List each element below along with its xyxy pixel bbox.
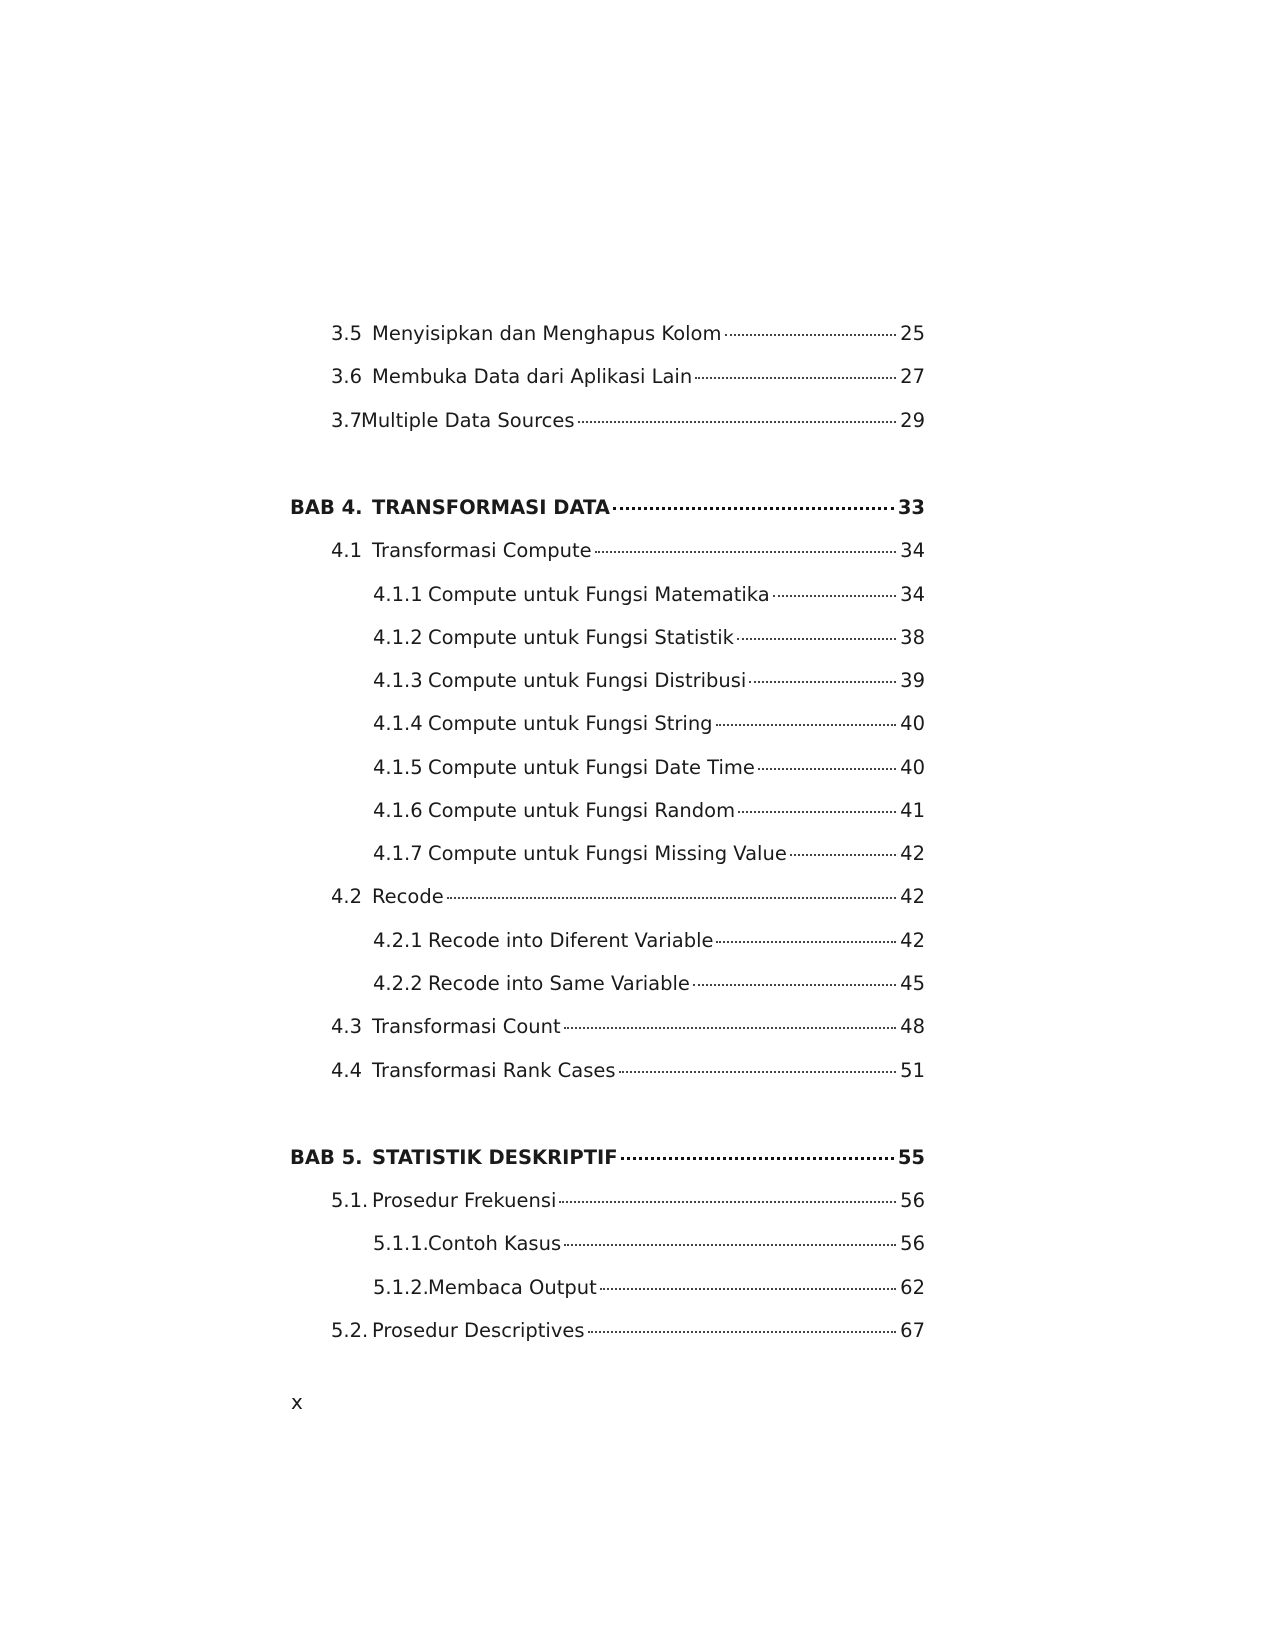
section-title: Compute untuk Fungsi Date Time [428,756,755,779]
toc-entry-4-3 [331,1014,925,1040]
dot-leader [578,421,897,423]
chapter-number: BAB 4. [290,496,363,519]
page-number: 27 [900,365,925,388]
section-title: Membuka Data dari Aplikasi Lain [372,365,693,388]
section-title: Compute untuk Fungsi Distribusi [428,669,747,692]
section-number: 3.7 [331,409,363,432]
dot-leader [595,551,897,553]
page-number: 40 [900,756,925,779]
chapter-title: TRANSFORMASI DATA [372,496,610,519]
page-number: 56 [900,1189,925,1212]
section-number: 3.6 [331,365,363,388]
page-number: 55 [897,1146,925,1169]
dot-leader [725,334,897,336]
page-number: 62 [900,1276,925,1299]
section-title: Multiple Data Sources [361,409,575,432]
section-title: Recode [372,885,444,908]
page-number: 25 [900,322,925,345]
section-number: 4.1.6 [373,799,423,822]
section-title: Transformasi Rank Cases [372,1059,616,1082]
section-number: 5.1.2. [373,1276,429,1299]
dot-leader [600,1288,896,1290]
section-number: 5.1.1. [373,1232,429,1255]
toc-entry-5-1-2 [373,1275,925,1301]
toc-entry-3-6 [331,364,925,390]
dot-leader [737,638,896,640]
dot-leader [693,984,896,986]
dot-leader [564,1244,896,1246]
section-title: Transformasi Count [372,1015,561,1038]
toc-entry-4-1-1 [373,582,925,608]
section-title: Recode into Same Variable [428,972,690,995]
dot-leader [564,1027,897,1029]
page-number: 42 [900,885,925,908]
section-number: 4.2.2 [373,972,423,995]
page-number: 33 [897,496,925,519]
section-title: Prosedur Frekuensi [372,1189,557,1212]
toc-entry-5-1-1 [373,1231,925,1257]
toc-entry-5-2 [331,1318,925,1344]
page-number: 34 [900,539,925,562]
dot-leader [559,1201,896,1203]
section-number: 4.1.3 [373,669,423,692]
section-title: Membaca Output [428,1276,597,1299]
toc-entry-4-1-3 [373,668,925,694]
dot-leader [716,724,897,726]
toc-entry-4-4 [331,1058,925,1084]
dot-leader [588,1331,897,1333]
toc-entry-4-2-1 [373,928,925,954]
section-number: 5.2. [331,1319,369,1342]
section-title: Contoh Kasus [428,1232,562,1255]
toc-entry-3-7 [331,408,925,434]
toc-entry-4-1-2 [373,625,925,651]
section-title: Compute untuk Fungsi Statistik [428,626,734,649]
toc-entry-4-1-6 [373,798,925,824]
section-number: 4.2.1 [373,929,423,952]
section-title: Compute untuk Fungsi Random [428,799,736,822]
toc-entry-4-1-7 [373,841,925,867]
toc-entry-4-1-5 [373,755,925,781]
dot-leader [447,897,896,899]
dot-leader [773,595,896,597]
page-number: 39 [900,669,925,692]
section-title: Compute untuk Fungsi String [428,712,713,735]
chapter-title: STATISTIK DESKRIPTIF [372,1146,618,1169]
page-number: 67 [900,1319,925,1342]
dot-leader [716,941,896,943]
toc-entry-3-5 [331,321,925,347]
page-number: 45 [900,972,925,995]
page-number: 40 [900,712,925,735]
section-title: Menyisipkan dan Menghapus Kolom [372,322,722,345]
page-number: 42 [900,929,925,952]
toc-chapter-bab-4 [290,495,925,521]
page-number: 48 [900,1015,925,1038]
dot-leader [619,1071,897,1073]
section-title: Compute untuk Fungsi Missing Value [428,842,787,865]
toc-chapter-bab-5 [290,1145,925,1171]
section-title: Transformasi Compute [372,539,592,562]
page-number: 42 [900,842,925,865]
page-number: 29 [900,409,925,432]
section-number: 4.1.2 [373,626,423,649]
page-folio: x [291,1390,303,1414]
dot-leader [695,377,896,379]
section-number: 4.1.5 [373,756,423,779]
dot-leader [749,681,896,683]
section-title: Compute untuk Fungsi Matematika [428,583,770,606]
section-number: 4.1.7 [373,842,423,865]
toc-entry-4-2-2 [373,971,925,997]
dot-leader [758,768,896,770]
section-title: Recode into Diferent Variable [428,929,714,952]
toc-entry-4-2 [331,884,925,910]
page-number: 56 [900,1232,925,1255]
dot-leader [621,1157,894,1160]
toc-entry-5-1 [331,1188,925,1214]
section-title: Prosedur Descriptives [372,1319,585,1342]
section-number: 4.1.1 [373,583,423,606]
dot-leader [613,507,894,510]
toc-entry-4-1 [331,538,925,564]
section-number: 4.4 [331,1059,363,1082]
section-number: 4.1.4 [373,712,423,735]
section-number: 4.2 [331,885,363,908]
chapter-number: BAB 5. [290,1146,363,1169]
toc-entry-4-1-4 [373,711,925,737]
section-number: 3.5 [331,322,363,345]
dot-leader [738,811,896,813]
section-number: 4.1 [331,539,363,562]
dot-leader [790,854,896,856]
page-number: 38 [900,626,925,649]
page-number: 51 [900,1059,925,1082]
section-number: 5.1. [331,1189,369,1212]
page-number: 34 [900,583,925,606]
section-number: 4.3 [331,1015,363,1038]
page-number: 41 [900,799,925,822]
